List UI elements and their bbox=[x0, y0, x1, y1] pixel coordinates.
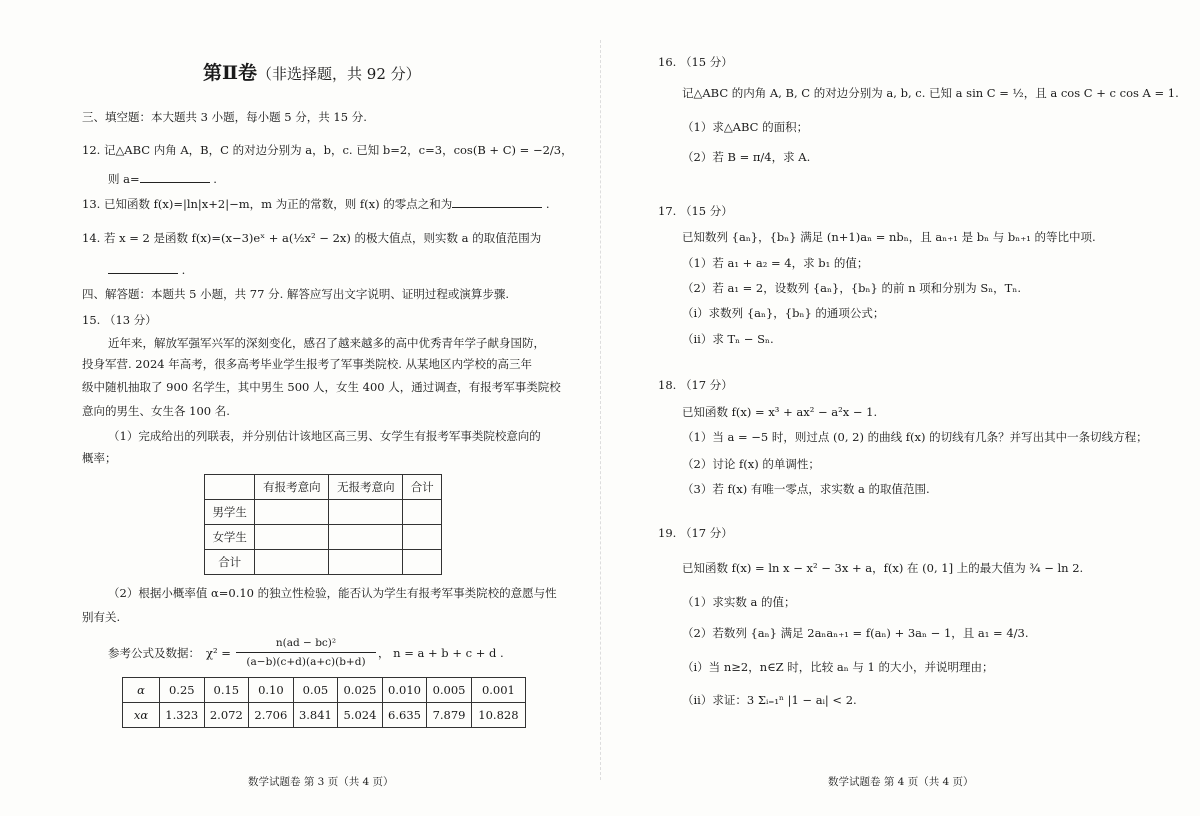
table-cell: 0.05 bbox=[293, 678, 338, 703]
question-17-body: 已知数列 {aₙ}，{bₙ} 满足 (n+1)aₙ = nbₙ，且 aₙ₊₁ 是 bₙ 与 bₙ₊₁ 的等比中项. bbox=[682, 230, 1096, 244]
table-header-cell: 无报考意向 bbox=[329, 475, 403, 500]
table-cell[interactable] bbox=[329, 500, 403, 525]
question-19-part-1: （1）求实数 a 的值； bbox=[682, 595, 796, 609]
table-cell: 0.10 bbox=[249, 678, 294, 703]
question-19-body: 已知函数 f(x) = ln x − x² − 3x + a，f(x) 在 (0, 1] 上的最大值为 ¾ − ln 2. bbox=[682, 561, 1084, 575]
table-cell[interactable] bbox=[403, 525, 442, 550]
table-cell: 10.828 bbox=[471, 703, 525, 728]
table-cell[interactable] bbox=[255, 550, 329, 575]
question-17-part-2: （2）若 a₁ = 2，设数列 {aₙ}，{bₙ} 的前 n 项和分别为 Sₙ，Tₙ. bbox=[682, 281, 1021, 295]
table-cell: 6.635 bbox=[382, 703, 427, 728]
question-15-paragraph: 投身军营. 2024 年高考，很多高考毕业学生报考了军事类院校. 从某地区内学校的高三年 bbox=[82, 357, 533, 371]
question-17-part-2-ii: （ii）求 Tₙ − Sₙ. bbox=[682, 332, 774, 346]
question-15-part-2: （2）根据小概率值 α=0.10 的独立性检验，能否认为学生有报考军事类院校的意愿与性 bbox=[108, 586, 557, 600]
table-cell: 3.841 bbox=[293, 703, 338, 728]
question-19-head: 19. （17 分） bbox=[658, 526, 733, 540]
table-header-cell: 有报考意向 bbox=[255, 475, 329, 500]
table-row bbox=[205, 525, 442, 550]
table-row bbox=[205, 475, 442, 500]
table-row-label: 合计 bbox=[205, 550, 255, 575]
question-13: 13. 已知函数 f(x)=|ln|x+2|−m，m 为正的常数，则 f(x) 的零点之和为 . bbox=[82, 197, 550, 211]
table-row bbox=[123, 678, 526, 703]
table-row-label: 男学生 bbox=[205, 500, 255, 525]
question-12-answer-label: 则 a= bbox=[108, 172, 140, 186]
question-15-head: 15. （13 分） bbox=[82, 313, 157, 327]
question-17-part-2-i: （i）求数列 {aₙ}，{bₙ} 的通项公式； bbox=[682, 306, 885, 320]
table-cell: 0.005 bbox=[427, 678, 472, 703]
question-16-part-2: （2）若 B = π/4，求 A. bbox=[682, 150, 811, 164]
question-15-paragraph: 级中随机抽取了 900 名学生，其中男生 500 人，女生 400 人，通过调查，有报考军事类院校 bbox=[82, 380, 561, 394]
table-cell bbox=[205, 475, 255, 500]
question-15-part-2: 别有关. bbox=[82, 610, 121, 624]
answer-blank-14[interactable] bbox=[108, 263, 178, 274]
question-12-answer: 则 a= . bbox=[108, 172, 217, 186]
question-13-text: 13. 已知函数 f(x)=|ln|x+2|−m，m 为正的常数，则 f(x) 的零点之和为 bbox=[82, 197, 453, 211]
contingency-table bbox=[204, 474, 442, 575]
question-16-part-1: （1）求△ABC 的面积； bbox=[682, 120, 809, 134]
question-17-part-1: （1）若 a₁ + a₂ = 4，求 b₁ 的值； bbox=[682, 256, 869, 270]
answer-blank-13[interactable] bbox=[452, 197, 542, 208]
table-row bbox=[123, 703, 526, 728]
section-title bbox=[203, 58, 421, 85]
table-row bbox=[205, 500, 442, 525]
question-15-part-1: （1）完成给出的列联表，并分别估计该地区高三男、女学生有报考军事类院校意向的 bbox=[108, 429, 541, 443]
answer-blank-12[interactable] bbox=[140, 172, 210, 183]
table-cell: 0.001 bbox=[471, 678, 525, 703]
table-cell[interactable] bbox=[255, 525, 329, 550]
chi-square-symbol: χ² = bbox=[206, 646, 231, 660]
page-footer: 数学试题卷 第 4 页（共 4 页） bbox=[828, 776, 974, 788]
question-12: 12. 记△ABC 内角 A，B，C 的对边分别为 a，b，c. 已知 b=2，c=3，cos(B + C) = −2/3， bbox=[82, 143, 573, 157]
table-cell: 2.072 bbox=[204, 703, 249, 728]
question-15-paragraph: 意向的男生、女生各 100 名. bbox=[82, 404, 230, 418]
formula-denominator: (a−b)(c+d)(a+c)(b+d) bbox=[246, 656, 366, 668]
question-14-answer: . bbox=[108, 263, 185, 277]
page-footer: 数学试题卷 第 3 页（共 4 页） bbox=[248, 776, 394, 788]
section-4-heading: 四、解答题：本题共 5 小题，共 77 分. 解答应写出文字说明、证明过程或演算步骤. bbox=[82, 287, 510, 301]
table-cell[interactable] bbox=[403, 550, 442, 575]
fraction-bar bbox=[236, 652, 376, 653]
table-cell: 1.323 bbox=[160, 703, 205, 728]
table-cell[interactable] bbox=[329, 525, 403, 550]
question-19-part-2-i: （i）当 n≥2，n∈Z 时，比较 aₙ 与 1 的大小，并说明理由； bbox=[682, 660, 994, 674]
reference-label: 参考公式及数据： bbox=[108, 646, 200, 660]
question-18-part-3: （3）若 f(x) 有唯一零点，求实数 a 的取值范围. bbox=[682, 482, 930, 496]
question-18-part-1: （1）当 a = −5 时，则过点 (0, 2) 的曲线 f(x) 的切线有几条？并写出其中一条切线方程； bbox=[682, 430, 1148, 444]
table-cell: 0.25 bbox=[160, 678, 205, 703]
section-title-main: 第Ⅱ卷 bbox=[203, 62, 258, 84]
table-cell: 0.15 bbox=[204, 678, 249, 703]
question-19-part-2-ii: （ii）求证：3 Σᵢ₌₁ⁿ |1 − aᵢ| < 2. bbox=[682, 693, 857, 707]
table-cell: 2.706 bbox=[249, 703, 294, 728]
table-cell: 0.025 bbox=[338, 678, 383, 703]
question-19-part-2: （2）若数列 {aₙ} 满足 2aₙaₙ₊₁ = f(aₙ) + 3aₙ − 1，且 a₁ = 4/3. bbox=[682, 626, 1029, 640]
question-16-head: 16. （15 分） bbox=[658, 55, 733, 69]
question-16-body: 记△ABC 的内角 A, B, C 的对边分别为 a, b, c. 已知 a sin C = ½，且 a cos C + c cos A = 1. bbox=[682, 86, 1179, 100]
table-header-cell: 合计 bbox=[403, 475, 442, 500]
formula-numerator: n(ad − bc)² bbox=[275, 637, 337, 649]
question-15-paragraph: 近年来，解放军强军兴军的深刻变化，感召了越来越多的高中优秀青年学子献身国防， bbox=[108, 336, 545, 350]
question-14: 14. 若 x = 2 是函数 f(x)=(x−3)eˣ + a(½x² − 2x) 的极大值点，则实数 a 的取值范围为 bbox=[82, 231, 542, 245]
table-cell: 7.879 bbox=[427, 703, 472, 728]
section-title-sub: （非选择题，共 92 分） bbox=[257, 65, 421, 83]
table-cell: α bbox=[123, 678, 160, 703]
table-cell: 5.024 bbox=[338, 703, 383, 728]
table-row-label: 女学生 bbox=[205, 525, 255, 550]
critical-value-table bbox=[122, 677, 526, 728]
question-17-head: 17. （15 分） bbox=[658, 204, 733, 218]
table-cell: xα bbox=[123, 703, 160, 728]
formula-n: ， n = a + b + c + d . bbox=[378, 646, 504, 660]
table-cell[interactable] bbox=[403, 500, 442, 525]
page-4 bbox=[600, 0, 1200, 816]
section-3-heading: 三、填空题：本大题共 3 小题，每小题 5 分，共 15 分. bbox=[82, 110, 367, 124]
table-cell: 0.010 bbox=[382, 678, 427, 703]
question-18-head: 18. （17 分） bbox=[658, 378, 733, 392]
question-18-part-2: （2）讨论 f(x) 的单调性； bbox=[682, 457, 820, 471]
table-row bbox=[205, 550, 442, 575]
question-18-body: 已知函数 f(x) = x³ + ax² − a²x − 1. bbox=[682, 405, 878, 419]
table-cell[interactable] bbox=[255, 500, 329, 525]
question-15-part-1: 概率； bbox=[82, 451, 117, 465]
table-cell[interactable] bbox=[329, 550, 403, 575]
